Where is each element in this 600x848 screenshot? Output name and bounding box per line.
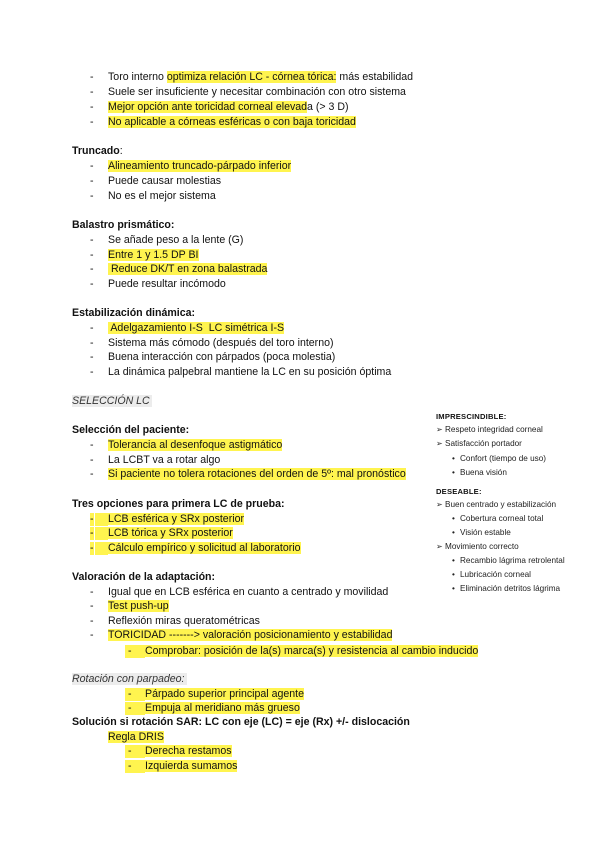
- section-heading-tres-opciones: Tres opciones para primera LC de prueba:: [72, 498, 285, 510]
- dot-bullet-icon: •: [452, 584, 455, 593]
- solucion-text: Solución si rotación SAR: LC con eje (LC) = eje (Rx) +/- dislocación: [72, 716, 410, 728]
- section-heading-seleccion-paciente: Selección del paciente:: [72, 424, 190, 436]
- arrow-bullet-icon: ➢: [436, 542, 443, 551]
- section-heading-valoracion: Valoración de la adaptación:: [72, 571, 216, 583]
- dot-bullet-icon: •: [452, 556, 455, 565]
- dot-bullet-icon: •: [452, 468, 455, 477]
- arrow-bullet-icon: ➢: [436, 439, 443, 448]
- section-heading-seleccion-lc: SELECCIÓN LC: [72, 395, 150, 407]
- section-heading-balastro: Balastro prismático:: [72, 219, 175, 231]
- side-subitem: • Visión estable: [452, 528, 511, 537]
- imprescindible-heading: IMPRESCINDIBLE:: [436, 412, 507, 421]
- deseable-heading: DESEABLE:: [436, 487, 482, 496]
- regla-dris-label: Regla DRIS: [108, 731, 164, 743]
- section-heading-truncado: Truncado:: [72, 145, 123, 157]
- side-item: ➢ Buen centrado y estabilización: [436, 500, 557, 509]
- dot-bullet-icon: •: [452, 528, 455, 537]
- section-heading-rotacion: Rotación con parpadeo:: [72, 673, 185, 685]
- side-item: ➢ Movimiento correcto: [436, 542, 519, 551]
- arrow-bullet-icon: ➢: [436, 500, 443, 509]
- side-subitem: • Cobertura corneal total: [452, 514, 544, 523]
- arrow-bullet-icon: ➢: [436, 425, 443, 434]
- side-item: ➢ Satisfacción portador: [436, 439, 522, 448]
- side-item: ➢ Respeto integridad corneal: [436, 425, 543, 434]
- side-subitem: • Recambio lágrima retrolental: [452, 556, 565, 565]
- side-subitem: • Buena visión: [452, 468, 507, 477]
- document-page: - Toro interno optimiza relación LC - córnea tórica: más estabilidad - Suele ser insuficiente y necesitar combinación con otro sistema - Mejor opción ante toricidad corneal elevada (> 3 D) - No aplicable a córneas esféricas o con baja toricidad Truncado: - Alineamiento truncado-párpado inferior - Puede causar molestias - No es el mejor sistema Balastro prismático: - Se añade peso a la lente (G) - Entre 1 y 1.5 DP BI - Reduce DK/T en zona balastrada - Puede resultar incómodo Estabilización dinámica: - Adelgazamiento I-S LC simétrica I-S - Sistema más cómodo (después del toro interno) - Buena interacción con párpados (poca molestia) - La dinámica palpebral mantiene la LC en su posición óptima SELECCIÓN LC Selección del paciente: - Tolerancia al desenfoque astigmático - La LCBT va a rotar algo - Si paciente no tolera rotaciones del orden de 5º: mal pronóstico Tres opciones para primera LC de prueba: - LCB esférica y SRx posterior - LCB tórica y SRx posterior - Cálculo empírico y solicitud al laboratorio Valoración de la adaptación: - Igual que en LCB esférica en cuanto a centrado y movilidad - Test push-up - Reflexión miras queratométricas - TORICIDAD -------> valoración posicionamiento y estabilidad - Comprobar: posición de la(s) marca(s) y resistencia al cambio inducido Rotación con parpadeo: - Párpado superior principal agente - Empuja al meridiano más grueso Solución si rotación SAR: LC con eje (LC) = eje (Rx) +/- dislocación Regla DRIS - Derecha restamos - Izquierda sumamos IMPRESCINDIBLE: ➢ Respeto integridad corneal ➢ Satisfacción portador • Confort (tiempo de uso) • Buena visión DESEABLE: ➢ Buen centrado y estabilización • Cobertura corneal total • Visión estable ➢ Movimiento correcto • Recambio lágrima retrolental • Lubricación corneal • Eliminación detritos lágrima: [72, 71, 565, 772]
- section-heading-estabilizacion: Estabilización dinámica:: [72, 307, 196, 319]
- dot-bullet-icon: •: [452, 570, 455, 579]
- dot-bullet-icon: •: [452, 454, 455, 463]
- side-subitem: • Confort (tiempo de uso): [452, 454, 547, 463]
- dot-bullet-icon: •: [452, 514, 455, 523]
- side-subitem: • Lubricación corneal: [452, 570, 532, 579]
- side-subitem: • Eliminación detritos lágrima: [452, 584, 561, 593]
